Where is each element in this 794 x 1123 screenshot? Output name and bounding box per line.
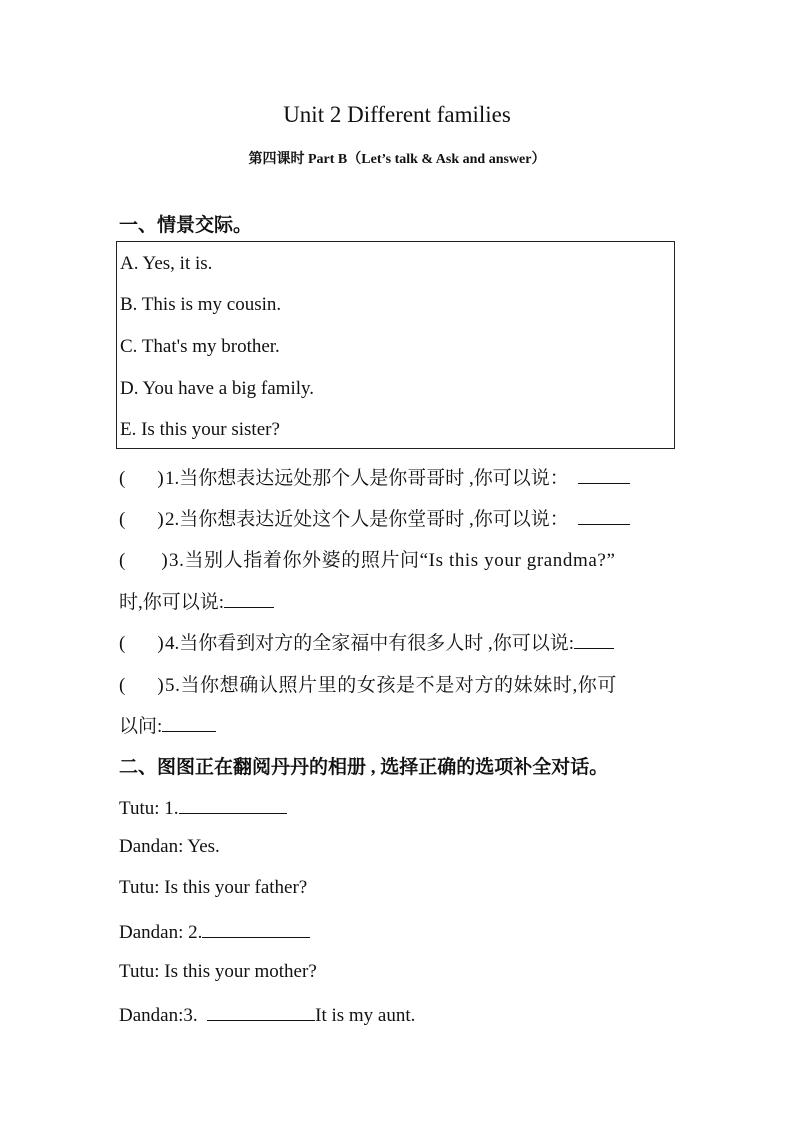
question-2: ( )2.当你想表达近处这个人是你堂哥时 ,你可以说： (119, 504, 630, 531)
answer-paren[interactable]: ( ) (119, 550, 168, 571)
answer-blank[interactable] (162, 713, 216, 732)
answer-blank[interactable] (224, 589, 274, 608)
dialogue-line-5: Tutu: Is this your mother? (119, 961, 317, 982)
question-5-continued: 以问: (119, 711, 216, 738)
option-b: B. This is my cousin. (120, 294, 282, 315)
question-5: ( )5.当你想确认照片里的女孩是不是对方的妹妹时,你可 (119, 675, 618, 696)
option-e: E. Is this your sister? (120, 419, 280, 440)
answer-blank[interactable] (202, 919, 310, 938)
answer-paren[interactable]: ( ) (119, 675, 164, 696)
lesson-subtitle: 第四课时 Part B（Let’s talk & Ask and answer） (248, 152, 546, 167)
dialogue-line-2: Dandan: Yes. (119, 836, 220, 857)
answer-blank[interactable] (207, 1002, 315, 1021)
question-1: ( )1.当你想表达远处那个人是你哥哥时 ,你可以说： (119, 463, 630, 490)
section-1-heading: 一、情景交际。 (119, 215, 253, 236)
question-3-continued: 时,你可以说: (119, 587, 274, 614)
option-a: A. Yes, it is. (120, 253, 213, 274)
dialogue-line-3: Tutu: Is this your father? (119, 877, 308, 898)
question-3: ( )3.当别人指着你外婆的照片问“Is this your grandma?” (119, 550, 616, 571)
answer-blank[interactable] (578, 506, 630, 525)
dialogue-line-4: Dandan: 2. (119, 919, 310, 944)
dialogue-line-1: Tutu: 1. (119, 795, 287, 820)
option-d: D. You have a big family. (120, 378, 315, 399)
section-2-heading: 二、图图正在翻阅丹丹的相册 , 选择正确的选项补全对话。 (119, 757, 609, 778)
answer-blank[interactable] (574, 630, 614, 649)
answer-paren[interactable]: ( ) (119, 509, 164, 530)
question-4: ( )4.当你看到对方的全家福中有很多人时 ,你可以说: (119, 628, 614, 655)
answer-paren[interactable]: ( ) (119, 468, 164, 489)
page-title: Unit 2 Different families (283, 102, 511, 127)
answer-paren[interactable]: ( ) (119, 633, 164, 654)
answer-blank[interactable] (179, 795, 287, 814)
dialogue-line-6: Dandan:3. It is my aunt. (119, 1002, 415, 1027)
answer-blank[interactable] (578, 465, 630, 484)
option-c: C. That's my brother. (120, 336, 280, 357)
